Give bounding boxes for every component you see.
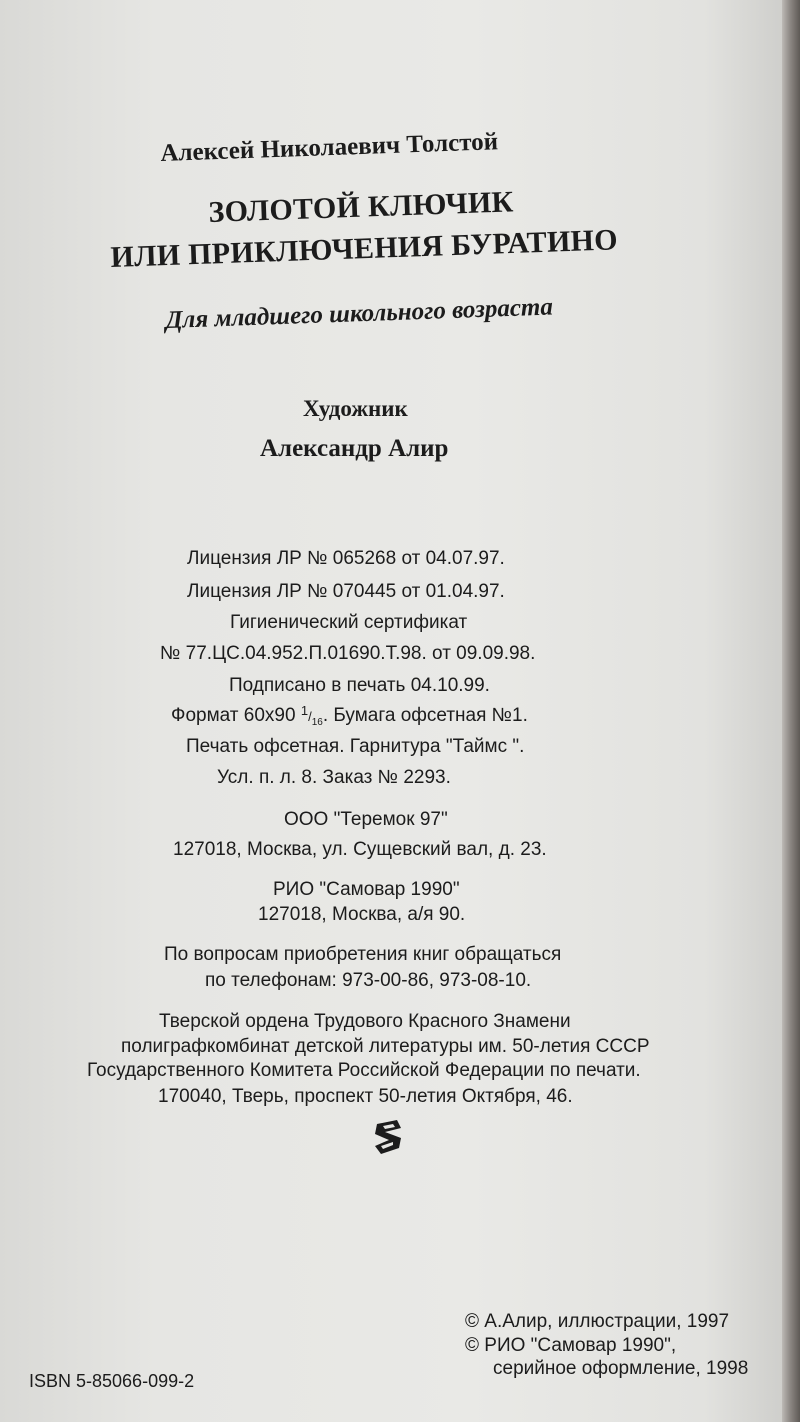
format-fraction-numerator: 1	[300, 703, 309, 718]
printer-logo-icon	[371, 1118, 407, 1158]
isbn: ISBN 5-85066-099-2	[29, 1371, 195, 1391]
artist-name: Александр Алир	[260, 435, 449, 462]
license-line-1: Лицензия ЛР № 065268 от 04.07.97.	[187, 548, 505, 569]
printer-line-3: Государственного Комитета Российской Федерации по печати.	[87, 1060, 641, 1081]
book-title-line-1: ЗОЛОТОЙ КЛЮЧИК	[207, 185, 515, 229]
order-line: Усл. п. л. 8. Заказ № 2293.	[217, 767, 451, 788]
printer-line-2: полиграфкомбинат детской литературы им. 50-летия СССР	[121, 1036, 650, 1057]
publisher-2-address: 127018, Москва, а/я 90.	[258, 904, 466, 925]
publisher-2-name: РИО "Самовар 1990"	[273, 879, 460, 900]
certificate-label: Гигиенический сертификат	[230, 612, 468, 633]
contact-phones: по телефонам: 973-00-86, 973-08-10.	[205, 970, 532, 991]
copyright-series-design: © РИО "Самовар 1990",	[465, 1335, 677, 1356]
page-edge-shadow	[782, 0, 800, 1422]
copyright-series-design-year: серийное оформление, 1998	[493, 1358, 749, 1379]
printer-line-1: Тверской ордена Трудового Красного Знамени	[159, 1011, 571, 1032]
publisher-1-address: 127018, Москва, ул. Сущевский вал, д. 23.	[173, 839, 547, 860]
copyright-illustrations: © А.Алир, иллюстрации, 1997	[465, 1311, 730, 1332]
book-title-line-2: ИЛИ ПРИКЛЮЧЕНИЯ БУРАТИНО	[109, 223, 619, 274]
audience-subtitle: Для младшего школьного возраста	[164, 293, 554, 334]
license-line-2: Лицензия ЛР № 070445 от 01.04.97.	[187, 581, 505, 602]
author-name: Алексей Николаевич Толстой	[159, 128, 499, 167]
format-line	[171, 703, 528, 728]
format-fraction-denominator: 16	[311, 717, 323, 728]
artist-label: Художник	[303, 396, 408, 421]
printer-line-4: 170040, Тверь, проспект 50-летия Октября, 46.	[158, 1086, 573, 1107]
signed-date: Подписано в печать 04.10.99.	[229, 675, 490, 696]
format-fraction: $1/_{16}$	[300, 703, 323, 728]
contact-line-1: По вопросам приобретения книг обращаться	[164, 944, 562, 965]
certificate-number: № 77.ЦС.04.952.П.01690.Т.98. от 09.09.98.	[160, 643, 536, 664]
publisher-1-name: ООО "Теремок 97"	[284, 809, 448, 830]
format-suffix: . Бумага офсетная №1.	[322, 705, 528, 726]
print-typeface-line: Печать офсетная. Гарнитура "Таймс ".	[186, 736, 525, 757]
format-prefix: Формат 60х90	[171, 705, 296, 726]
